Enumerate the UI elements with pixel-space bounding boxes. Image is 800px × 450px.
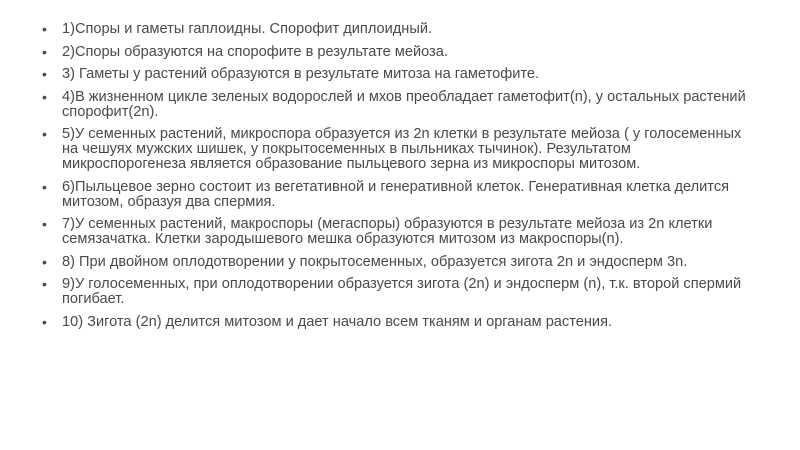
list-item-text: 6)Пыльцевое зерно состоит из вегетативной и генеративной клеток. Генеративная клетка делится митозом, образуя два спермия. <box>62 178 730 210</box>
bullet-icon: • <box>42 253 47 270</box>
list-item-text: 5)У семенных растений, микроспора образуется из 2n клетки в результате мейоза ( у голосеменных на чешуях мужских шишек, у покрытосеменных в пыльниках тычинок). Результатом микроспорогенеза является образование пыльцевого зерна из микроспоры митозом. <box>62 126 742 172</box>
list-item <box>38 22 750 37</box>
bullet-icon: • <box>42 313 47 330</box>
list-item <box>38 90 750 120</box>
list-item-text: 7)У семенных растений, макроспоры (мегаспоры) образуются в результате мейоза из 2n клетки семязачатка. Клетки зародышевого мешка образуются митозом из макроспоры(n). <box>62 216 713 247</box>
list-item <box>38 315 750 330</box>
list-item-text: 4)В жизненном цикле зеленых водорослей и мхов преобладает гаметофит(n), у остальных растений спорофит(2n). <box>62 88 746 120</box>
bullet-icon: • <box>42 178 47 195</box>
list-item-text: 3) Гаметы у растений образуются в результате митоза на гаметофите. <box>62 66 540 82</box>
list-item-text: 10) Зигота (2n) делится митозом и дает начало всем тканям и органам растения. <box>62 313 613 330</box>
bullet-list <box>38 22 750 337</box>
list-item-text: 2)Споры образуются на спорофите в результате мейоза. <box>62 43 448 60</box>
bullet-icon: • <box>42 21 47 37</box>
list-item-text: 9)У голосеменных, при оплодотворении образуется зигота (2n) и эндосперм (n), т.к. второй спермий погибает. <box>62 276 742 307</box>
list-item <box>38 180 750 210</box>
list-item <box>38 217 750 247</box>
bullet-icon: • <box>42 88 47 105</box>
list-item <box>38 277 750 307</box>
list-item <box>38 255 750 270</box>
list-item <box>38 45 750 60</box>
bullet-icon: • <box>42 126 47 142</box>
list-item-text: 8) При двойном оплодотворении у покрытосеменных, образуется зигота 2n и эндосперм 3n. <box>62 253 688 270</box>
list-item <box>38 127 750 172</box>
list-item-text: 1)Споры и гаметы гаплоидны. Спорофит диплоидный. <box>62 21 433 37</box>
bullet-icon: • <box>42 276 47 292</box>
bullet-icon: • <box>42 43 47 60</box>
list-item <box>38 67 750 82</box>
bullet-icon: • <box>42 216 47 232</box>
bullet-icon: • <box>42 66 47 82</box>
